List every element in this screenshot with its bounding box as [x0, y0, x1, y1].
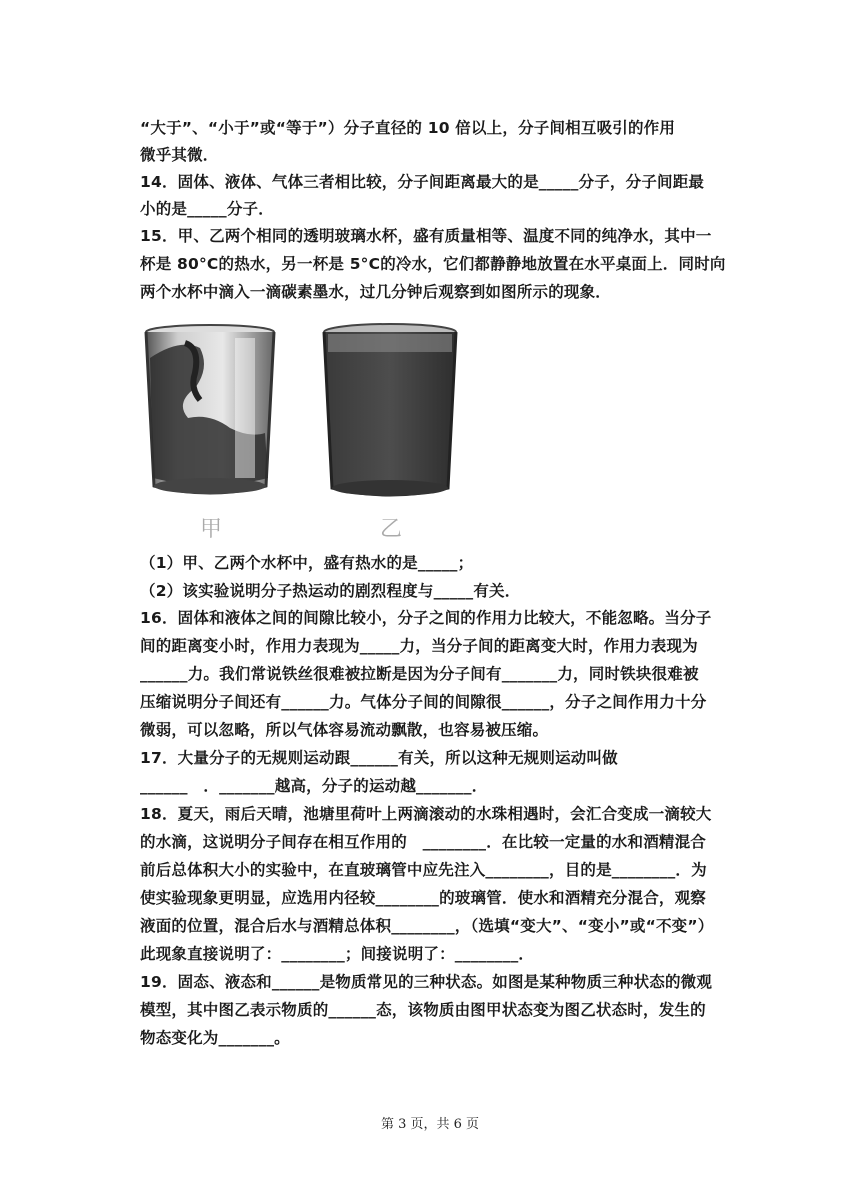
- text-line: 小的是_____分子．: [140, 200, 274, 218]
- question-18-line: 18．夏天，雨后天晴，池塘里荷叶上两滴滚动的水珠相遇时，会汇合变成一滴较大: [140, 805, 712, 823]
- question-19-line: 19．固态、液态和______是物质常见的三种状态。如图是某种物质三种状态的微观: [140, 973, 713, 991]
- text-line: 此现象直接说明了：________；间接说明了：________．: [140, 945, 535, 963]
- text-line: 使实验现象更明显，应选用内径较________的玻璃管．使水和酒精充分混合，观察: [140, 889, 707, 907]
- text-line: 液面的位置，混合后水与酒精总体积________，（选填“变大”、“变小”或“不变”）: [140, 917, 714, 935]
- text-line: ______ ．_______越高，分子的运动越_______．: [140, 777, 488, 795]
- text-line: 两个水杯中滴入一滴碳素墨水，过几分钟后观察到如图所示的现象．: [140, 283, 612, 301]
- question-17-line: 17．大量分子的无规则运动跟______有关，所以这种无规则运动叫做: [140, 749, 618, 767]
- beaker-a: [146, 325, 274, 494]
- text-line: ______力。我们常说铁丝很难被拉断是因为分子间有_______力，同时铁块很难被: [140, 665, 699, 683]
- text-line: 物态变化为_______。: [140, 1029, 290, 1047]
- text-line: “大于”、“小于”或“等于”）分子直径的 10 倍以上，分子间相互吸引的作用: [140, 119, 676, 137]
- question-15-sub-2: （2）该实验说明分子热运动的剧烈程度与_____有关．: [140, 582, 521, 600]
- text-line: 微乎其微．: [140, 146, 219, 164]
- text-line: 间的距离变小时，作用力表现为_____力，当分子间的距离变大时，作用力表现为: [140, 637, 698, 655]
- page-footer: 第 3 页，共 6 页: [380, 1117, 480, 1132]
- question-15-line: 15．甲、乙两个相同的透明玻璃水杯，盛有质量相等、温度不同的纯净水，其中一: [140, 227, 712, 245]
- text-line: 模型，其中图乙表示物质的______态，该物质由图甲状态变为图乙状态时，发生的: [140, 1001, 706, 1019]
- text-line: 的水滴，这说明分子间存在相互作用的 ________．在比较一定量的水和酒精混合: [140, 833, 707, 851]
- beaker-b: [324, 324, 456, 496]
- question-14-line: 14．固体、液体、气体三者相比较，分子间距离最大的是_____分子，分子间距最: [140, 173, 705, 191]
- text-line: 杯是 80°C的热水，另一杯是 5°C的冷水，它们都静静地放置在水平桌面上．同时向: [140, 255, 726, 273]
- question-16-line: 16．固体和液体之间的间隙比较小，分子之间的作用力比较大，不能忽略。当分子: [140, 609, 712, 627]
- text-line: 压缩说明分子间还有______力。气体分子间的间隙很______，分子之间作用力十分: [140, 693, 707, 711]
- beaker-b-label: 乙: [380, 517, 403, 542]
- text-line: 微弱，可以忽略，所以气体容易流动飘散，也容易被压缩。: [140, 721, 549, 739]
- beaker-a-label: 甲: [200, 517, 223, 542]
- beakers-figure: [140, 318, 470, 548]
- text-line: 前后总体积大小的实验中，在直玻璃管中应先注入________，目的是________．为: [140, 861, 707, 879]
- question-15-sub-1: （1）甲、乙两个水杯中，盛有热水的是_____；: [140, 554, 474, 572]
